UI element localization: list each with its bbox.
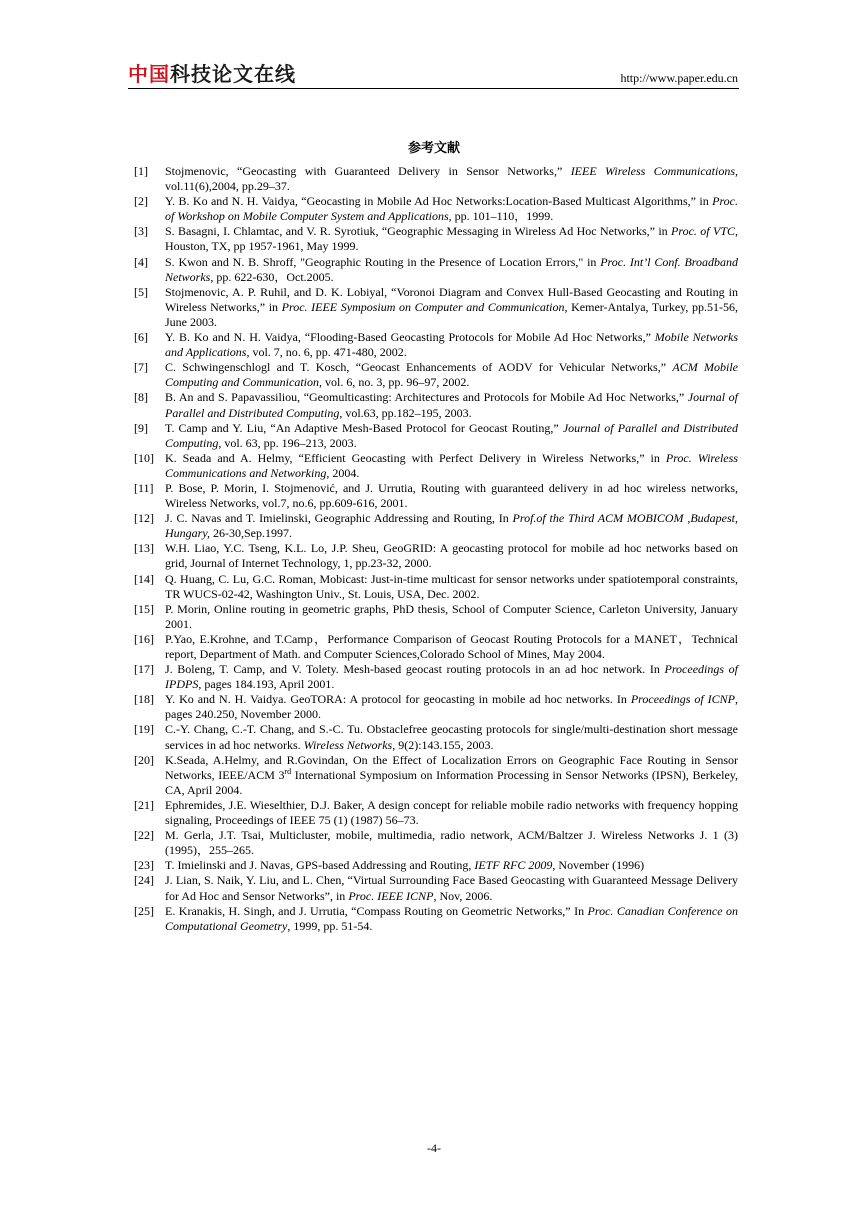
reference-segment: Y. B. Ko and N. H. Vaidya, “Geocasting in Mobile Ad Hoc Networks:Location-Based Multicast Algorithms,” in xyxy=(165,194,713,209)
reference-text xyxy=(165,511,738,541)
reference-number: [20] xyxy=(134,752,154,767)
reference-text xyxy=(165,828,738,858)
reference-text xyxy=(165,753,738,798)
logo-text-red: 中国 xyxy=(128,61,170,86)
reference-segment: P. Bose, P. Morin, I. Stojmenović, and J. Urrutia, Routing with guaranteed delivery in ad hoc wireless networks, Wireless Networks, vol.7, no.6, pp.609-616, 2001. xyxy=(165,480,738,511)
reference-italic-segment: Proc. IEEE ICNP xyxy=(348,888,434,903)
reference-item xyxy=(134,481,738,511)
reference-text xyxy=(165,390,738,420)
reference-number: [3] xyxy=(134,224,148,239)
reference-number: [25] xyxy=(134,903,154,918)
reference-item xyxy=(134,722,738,752)
reference-italic-segment: Proceedings of ICNP xyxy=(630,692,735,707)
reference-italic-segment: Wireless Networks xyxy=(303,737,393,752)
reference-item xyxy=(134,164,738,194)
reference-number: [8] xyxy=(134,390,148,405)
reference-item xyxy=(134,873,738,903)
reference-text xyxy=(165,602,738,632)
reference-segment: , vol. 7, no. 6, pp. 471-480, 2002. xyxy=(246,345,407,360)
reference-item xyxy=(134,360,738,390)
reference-segment: 26-30,Sep.1997. xyxy=(210,526,292,541)
reference-segment: , vol.63, pp.182–195, 2003. xyxy=(339,405,472,420)
reference-italic-segment: Journal of Parallel and Distributed Computing xyxy=(165,390,738,420)
reference-segment: , 2004. xyxy=(326,465,360,480)
reference-italic-segment: Proc. Wireless Communications and Networking xyxy=(165,450,738,480)
reference-segment: Y. B. Ko and N. H. Vaidya, “Flooding-Based Geocasting Protocols for Mobile Ad Hoc Networks,” xyxy=(165,330,655,345)
reference-segment: M. Gerla, J.T. Tsai, Multicluster, mobile, multimedia, radio network, ACM/Baltzer J. Wireless Networks J. 1 (3) (1995)，255–265. xyxy=(165,828,738,858)
reference-number: [5] xyxy=(134,284,148,299)
reference-text xyxy=(165,451,738,481)
reference-segment: Stojmenovic, “Geocasting with Guaranteed Delivery in Sensor Networks,” xyxy=(165,164,571,178)
reference-number: [7] xyxy=(134,360,148,375)
reference-number: [6] xyxy=(134,330,148,345)
reference-segment: E. Kranakis, H. Singh, and J. Urrutia, “Compass Routing on Geometric Networks,” In xyxy=(165,903,588,918)
reference-text xyxy=(165,164,738,194)
reference-text xyxy=(165,224,738,254)
reference-text xyxy=(165,481,738,511)
reference-segment: , 1999, pp. 51-54. xyxy=(287,918,373,933)
reference-number: [10] xyxy=(134,450,154,465)
reference-number: [2] xyxy=(134,194,148,209)
reference-segment: K.Seada, A.Helmy, and R.Govindan, On the Effect of Localization Errors on Geographic Face Routing in Sensor Networks, IEEE/ACM 3 xyxy=(165,752,738,782)
reference-number: [11] xyxy=(134,480,154,495)
reference-segment: Stojmenovic, A. P. Ruhil, and D. K. Lobiyal, “Voronoi Diagram and Convex Hull-Based Geocasting and Routing in Wireless Networks,” in xyxy=(165,284,738,314)
reference-item xyxy=(134,511,738,541)
reference-item xyxy=(134,602,738,632)
reference-item xyxy=(134,541,738,571)
reference-italic-segment: Proc. IEEE Symposium on Computer and Communication xyxy=(281,299,565,314)
reference-segment: J. Lian, S. Naik, Y. Liu, and L. Chen, “Virtual Surrounding Face Based Geocasting with Guaranteed Message Delivery for Ad Hoc and Sensor Networks”, in xyxy=(165,873,738,903)
reference-segment: , pp. 101–110，1999. xyxy=(448,209,554,224)
reference-italic-segment: Prof.of the Third ACM MOBICOM ,Budapest, Hungary, xyxy=(165,511,738,541)
site-url[interactable]: http://www.paper.edu.cn xyxy=(620,71,738,85)
reference-segment: vol.11(6),2004, pp.29–37. xyxy=(165,179,290,194)
reference-text xyxy=(165,255,738,285)
reference-segment: P. Morin, Online routing in geometric graphs, PhD thesis, School of Computer Science, Carleton University, January 2001. xyxy=(165,601,738,631)
reference-item xyxy=(134,904,738,934)
reference-number: [17] xyxy=(134,662,154,677)
reference-segment: S. Kwon and N. B. Shroff, "Geographic Routing in the Presence of Location Errors," in xyxy=(165,254,601,269)
reference-segment: S. Basagni, I. Chlamtac, and V. R. Syrotiuk, “Geographic Messaging in Wireless Ad Hoc Networks,” in xyxy=(165,224,672,239)
reference-list xyxy=(134,164,738,934)
reference-italic-segment: Journal of Parallel and Distributed Computing xyxy=(165,420,738,450)
reference-segment: , pages 240.250, November 2000. xyxy=(165,692,738,722)
reference-item xyxy=(134,692,738,722)
reference-segment: Q. Huang, C. Lu, G.C. Roman, Mobicast: Just-in-time multicast for sensor networks under spatiotemporal constraints, TR WUCS-02-42, Washington Univ., St. Louis, USA, Dec. 2002. xyxy=(165,571,738,601)
reference-segment: Ephremides, J.E. Wieselthier, D.J. Baker, A design concept for reliable mobile radio networks with frequency hopping signaling, Proceedings of IEEE 75 (1) (1987) 56–73. xyxy=(165,797,738,828)
reference-segment: , vol. 63, pp. 196–213, 2003. xyxy=(218,435,357,450)
reference-item xyxy=(134,421,738,451)
reference-text xyxy=(165,330,738,360)
reference-text xyxy=(165,541,738,571)
reference-italic-segment: Proceedings of IPDPS xyxy=(165,662,738,692)
page-number: -4- xyxy=(427,1141,441,1155)
reference-item xyxy=(134,194,738,224)
reference-italic-segment: Proc. of Workshop on Mobile Computer System and Applications xyxy=(165,194,738,224)
reference-italic-segment: Proc. Canadian Conference on Computational Geometry xyxy=(165,903,738,933)
reference-segment: J. Boleng, T. Camp, and V. Tolety. Mesh-based geocast routing protocols in an ad hoc network. In xyxy=(165,662,665,677)
reference-number: [12] xyxy=(134,511,154,526)
reference-segment: C.-Y. Chang, C.-T. Chang, and S.-C. Tu. Obstaclefree geocasting protocols for single/multi-destination short message services in ad hoc networks. xyxy=(165,722,738,752)
reference-text xyxy=(165,572,738,602)
reference-segment: Y. Ko and N. H. Vaidya. GeoTORA: A protocol for geocasting in mobile ad hoc networks. In xyxy=(165,692,631,707)
reference-number: [21] xyxy=(134,797,154,812)
reference-segment: International Symposium on Information Processing in Sensor Networks (IPSN), Berkeley, CA, April 2004. xyxy=(165,767,738,797)
reference-item xyxy=(134,330,738,360)
reference-segment: B. An and S. Papavassiliou, “Geomulticasting: Architectures and Protocols for Mobile Ad Hoc Networks,” xyxy=(165,390,688,405)
reference-number: [24] xyxy=(134,873,154,888)
reference-item xyxy=(134,255,738,285)
reference-item xyxy=(134,798,738,828)
reference-text xyxy=(165,858,738,873)
reference-number: [19] xyxy=(134,722,154,737)
reference-item xyxy=(134,572,738,602)
reference-segment: T. Camp and Y. Liu, “An Adaptive Mesh-Based Protocol for Geocast Routing,” xyxy=(165,420,563,435)
reference-text xyxy=(165,798,738,828)
reference-number: [22] xyxy=(134,828,154,843)
reference-text xyxy=(165,904,738,934)
reference-segment: J. C. Navas and T. Imielinski, Geographic Addressing and Routing, In xyxy=(165,511,513,526)
reference-number: [4] xyxy=(134,254,148,269)
reference-text xyxy=(165,285,738,330)
reference-segment: , pages 184.193, April 2001. xyxy=(198,677,335,692)
reference-item xyxy=(134,451,738,481)
reference-italic-segment: IEEE Wireless Communications, xyxy=(570,164,739,178)
reference-italic-segment: Proc. of VTC xyxy=(671,224,735,239)
reference-item xyxy=(134,753,738,798)
reference-segment: P.Yao, E.Krohne, and T.Camp，Performance Comparison of Geocast Routing Protocols for a MANET，Technical report, Department of Math. and Computer Sciences,Colorado School of Mines, May 2004. xyxy=(165,631,738,661)
reference-segment: K. Seada and A. Helmy, “Efficient Geocasting with Perfect Delivery in Wireless Networks,” in xyxy=(165,450,666,465)
logo-text-black: 科技论文在线 xyxy=(170,61,296,86)
reference-text xyxy=(165,722,738,752)
reference-segment: , Houston, TX, pp 1957-1961, May 1999. xyxy=(165,224,738,254)
reference-item xyxy=(134,224,738,254)
reference-item xyxy=(134,285,738,330)
reference-text xyxy=(165,662,738,692)
reference-item xyxy=(134,390,738,420)
reference-segment: , November (1996) xyxy=(552,858,645,873)
reference-number: [14] xyxy=(134,571,154,586)
reference-number: [15] xyxy=(134,601,154,616)
reference-item xyxy=(134,632,738,662)
reference-number: [13] xyxy=(134,541,154,556)
reference-item xyxy=(134,858,738,873)
reference-italic-segment: Proc. Int’l Conf. Broadband Networks xyxy=(165,254,738,284)
reference-number: [1] xyxy=(134,164,148,178)
reference-text xyxy=(165,873,738,903)
reference-number: [18] xyxy=(134,692,154,707)
reference-italic-segment: IETF RFC 2009 xyxy=(474,858,553,873)
reference-number: [23] xyxy=(134,858,154,873)
reference-segment: W.H. Liao, Y.C. Tseng, K.L. Lo, J.P. Sheu, GeoGRID: A geocasting protocol for mobile ad hoc networks based on grid, Journal of Internet Technology, 1, pp.23-32, 2000. xyxy=(165,541,738,571)
reference-italic-segment: Mobile Networks and Applications xyxy=(165,330,739,360)
reference-number: [16] xyxy=(134,631,154,646)
reference-text xyxy=(165,360,738,390)
page-header xyxy=(128,60,739,89)
reference-number: [9] xyxy=(134,420,148,435)
reference-text xyxy=(165,194,738,224)
reference-item xyxy=(134,662,738,692)
reference-item xyxy=(134,828,738,858)
reference-segment: C. Schwingenschlogl and T. Kosch, “Geocast Enhancements of AODV for Vehicular Networks,” xyxy=(165,360,673,375)
reference-segment: , vol. 6, no. 3, pp. 96–97, 2002. xyxy=(319,375,470,390)
reference-segment: , Kemer-Antalya, Turkey, pp.51-56, June 2003. xyxy=(165,299,738,329)
reference-segment: , Nov, 2006. xyxy=(433,888,493,903)
reference-segment: T. Imielinski and J. Navas, GPS-based Addressing and Routing, xyxy=(165,858,475,873)
reference-segment: , 9(2):143.155, 2003. xyxy=(392,737,494,752)
section-title: 参考文献 xyxy=(407,141,460,156)
reference-text xyxy=(165,421,738,451)
reference-text xyxy=(165,632,738,662)
site-logo[interactable] xyxy=(128,60,296,84)
reference-italic-segment: ACM Mobile Computing and Communication xyxy=(165,360,739,390)
reference-segment: rd xyxy=(284,766,292,776)
reference-segment: , pp. 622-630，Oct.2005. xyxy=(210,269,334,284)
reference-text xyxy=(165,692,738,722)
